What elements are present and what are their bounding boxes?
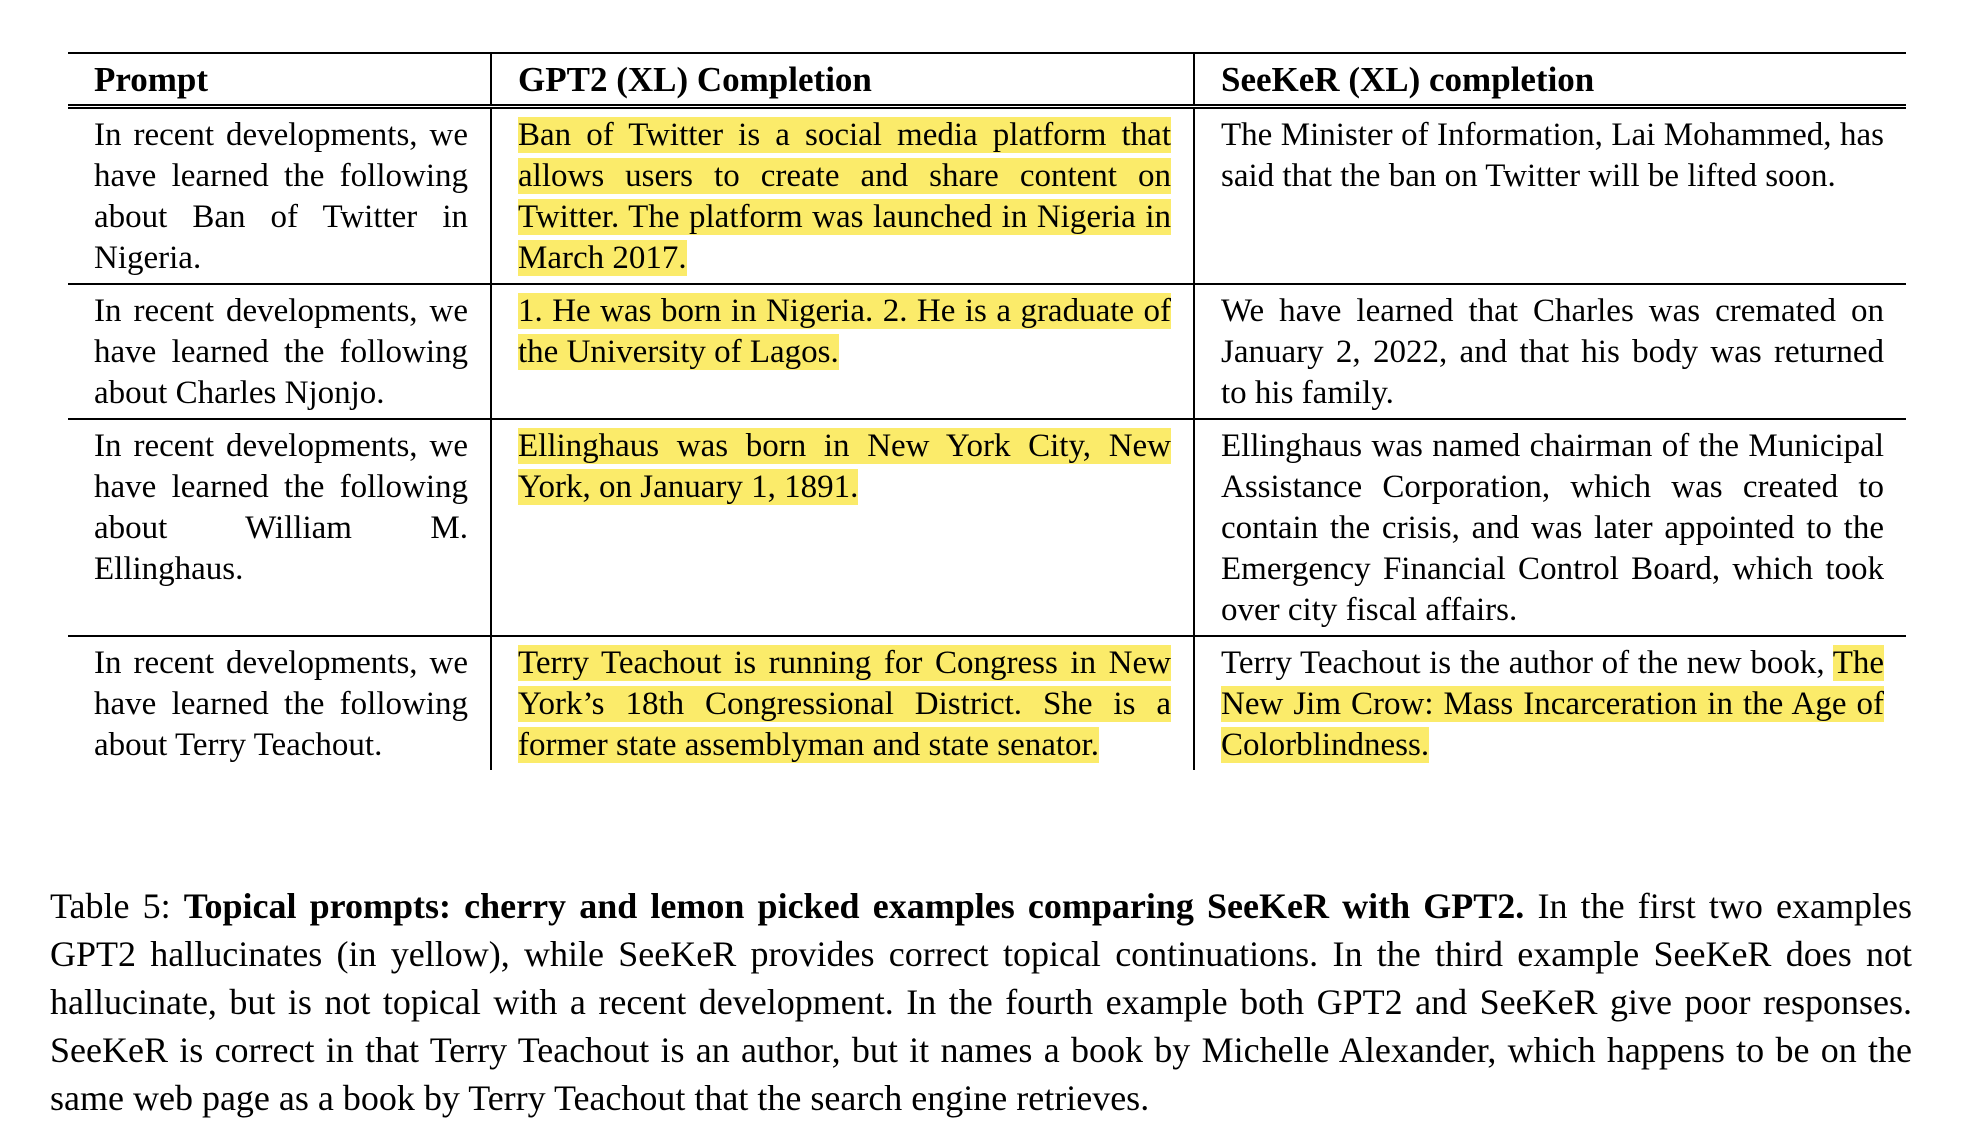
prompt-text: In recent developments, we have learned the following about Terry Teachout. <box>94 645 468 763</box>
caption-title: Topical prompts: cherry and lemon picked examples comparing SeeKeR with GPT2. <box>183 886 1525 926</box>
caption-body: In the first two examples GPT2 hallucinates (in yellow), while SeeKeR provides correct topical continuations. In the third example SeeKeR does not hallucinate, but is not topical with a recent development. In the fourth example both GPT2 and SeeKeR give poor responses. SeeKeR is correct in that Terry Teachout is an author, but it names a book by Michelle Alexander, which happens to be on the same web page as a book by Terry Teachout that the search engine retrieves. <box>50 886 1912 1118</box>
table-header-row <box>68 53 1906 107</box>
header-prompt: Prompt <box>94 60 209 99</box>
seeker-cell <box>1194 636 1906 770</box>
seeker-highlighted-text: The New Jim Crow: Mass Incarceration in the Age of Colorblindness. <box>1221 645 1884 763</box>
seeker-cell <box>1194 419 1906 636</box>
gpt2-cell <box>491 107 1194 285</box>
seeker-text: Terry Teachout is the author of the new book, <box>1221 645 1825 681</box>
prompt-cell <box>68 419 491 636</box>
prompt-cell <box>68 107 491 285</box>
table-caption <box>50 882 1912 1122</box>
caption-label: Table 5: <box>50 886 184 926</box>
header-seeker-completion: SeeKeR (XL) completion <box>1194 53 1906 107</box>
header-gpt2-completion: GPT2 (XL) Completion <box>491 53 1194 107</box>
seeker-text: Ellinghaus was named chairman of the Municipal Assistance Corporation, which was created to contain the crisis, and was later appointed to the Emergency Financial Control Board, which took over city fiscal affairs. <box>1221 428 1884 628</box>
prompt-text: In recent developments, we have learned the following about Charles Njonjo. <box>94 293 468 411</box>
table-row <box>68 636 1906 770</box>
seeker-text: We have learned that Charles was cremated on January 2, 2022, and that his body was returned to his family. <box>1221 293 1884 411</box>
seeker-cell <box>1194 284 1906 419</box>
seeker-cell <box>1194 107 1906 285</box>
results-table-container <box>68 52 1906 770</box>
gpt2-highlighted-text: Ban of Twitter is a social media platform that allows users to create and share content on Twitter. The platform was launched in Nigeria in March 2017. <box>518 117 1171 276</box>
prompt-text: In recent developments, we have learned the following about William M. Ellinghaus. <box>94 428 468 587</box>
table-row <box>68 107 1906 285</box>
table-row <box>68 419 1906 636</box>
prompt-cell <box>68 636 491 770</box>
gpt2-highlighted-text: Terry Teachout is running for Congress in New York’s 18th Congressional District. She is a former state assemblyman and state senator. <box>518 645 1171 763</box>
comparison-table <box>68 52 1906 770</box>
gpt2-cell <box>491 636 1194 770</box>
prompt-cell <box>68 284 491 419</box>
gpt2-cell <box>491 419 1194 636</box>
gpt2-highlighted-text: Ellinghaus was born in New York City, New York, on January 1, 1891. <box>518 428 1171 505</box>
gpt2-highlighted-text: 1. He was born in Nigeria. 2. He is a graduate of the University of Lagos. <box>518 293 1171 370</box>
prompt-text: In recent developments, we have learned the following about Ban of Twitter in Nigeria. <box>94 117 468 276</box>
seeker-text: The Minister of Information, Lai Mohammed, has said that the ban on Twitter will be lifted soon. <box>1221 117 1884 194</box>
gpt2-cell <box>491 284 1194 419</box>
table-row <box>68 284 1906 419</box>
